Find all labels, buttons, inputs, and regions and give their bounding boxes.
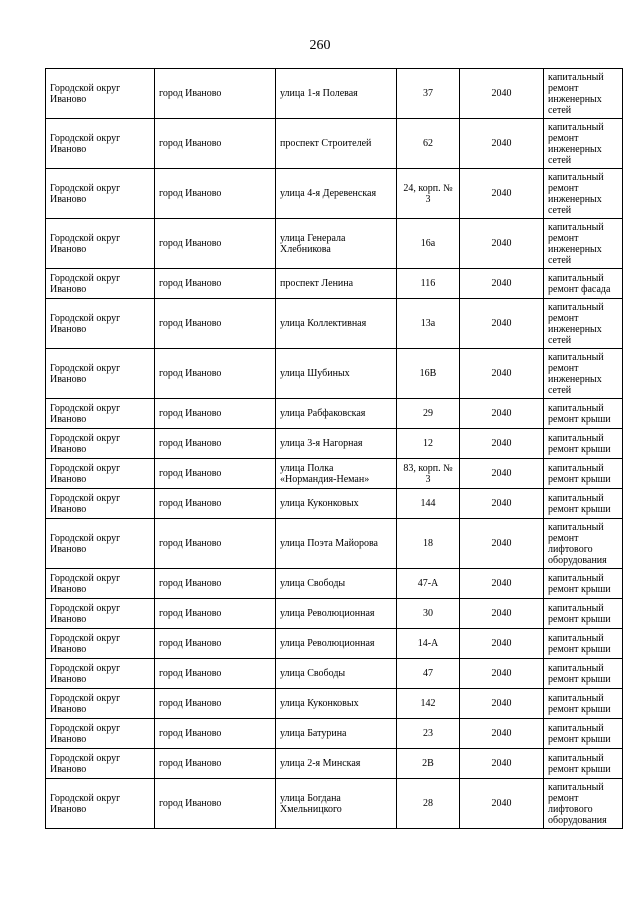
year-cell: 2040 bbox=[460, 169, 544, 219]
table-row bbox=[46, 119, 623, 169]
house-number-cell: 47-А bbox=[397, 569, 460, 599]
city-cell: город Иваново bbox=[155, 599, 276, 629]
street-cell: улица 3-я Нагорная bbox=[276, 429, 397, 459]
city-cell: город Иваново bbox=[155, 629, 276, 659]
street-cell: улица Шубиных bbox=[276, 349, 397, 399]
year-cell: 2040 bbox=[460, 519, 544, 569]
work-type-cell: капитальный ремонт крыши bbox=[544, 749, 623, 779]
city-cell: город Иваново bbox=[155, 299, 276, 349]
table-row bbox=[46, 749, 623, 779]
street-cell: улица Куконковых bbox=[276, 489, 397, 519]
year-cell: 2040 bbox=[460, 349, 544, 399]
year-cell: 2040 bbox=[460, 629, 544, 659]
district-cell: Городской округ Иваново bbox=[46, 629, 155, 659]
city-cell: город Иваново bbox=[155, 169, 276, 219]
street-cell: улица Поэта Майорова bbox=[276, 519, 397, 569]
year-cell: 2040 bbox=[460, 489, 544, 519]
work-type-cell: капитальный ремонт инженерных сетей bbox=[544, 219, 623, 269]
table-row bbox=[46, 569, 623, 599]
year-cell: 2040 bbox=[460, 399, 544, 429]
city-cell: город Иваново bbox=[155, 749, 276, 779]
year-cell: 2040 bbox=[460, 269, 544, 299]
district-cell: Городской округ Иваново bbox=[46, 569, 155, 599]
city-cell: город Иваново bbox=[155, 119, 276, 169]
district-cell: Городской округ Иваново bbox=[46, 69, 155, 119]
street-cell: улица Генерала Хлебникова bbox=[276, 219, 397, 269]
year-cell: 2040 bbox=[460, 429, 544, 459]
city-cell: город Иваново bbox=[155, 659, 276, 689]
house-number-cell: 30 bbox=[397, 599, 460, 629]
district-cell: Городской округ Иваново bbox=[46, 399, 155, 429]
table-row bbox=[46, 459, 623, 489]
year-cell: 2040 bbox=[460, 749, 544, 779]
street-cell: проспект Строителей bbox=[276, 119, 397, 169]
city-cell: город Иваново bbox=[155, 519, 276, 569]
district-cell: Городской округ Иваново bbox=[46, 659, 155, 689]
district-cell: Городской округ Иваново bbox=[46, 749, 155, 779]
house-number-cell: 14-А bbox=[397, 629, 460, 659]
table-row bbox=[46, 399, 623, 429]
work-type-cell: капитальный ремонт крыши bbox=[544, 459, 623, 489]
district-cell: Городской округ Иваново bbox=[46, 599, 155, 629]
year-cell: 2040 bbox=[460, 689, 544, 719]
city-cell: город Иваново bbox=[155, 459, 276, 489]
house-number-cell: 18 bbox=[397, 519, 460, 569]
year-cell: 2040 bbox=[460, 119, 544, 169]
table-row bbox=[46, 269, 623, 299]
page-number: 260 bbox=[309, 38, 331, 53]
city-cell: город Иваново bbox=[155, 399, 276, 429]
year-cell: 2040 bbox=[460, 459, 544, 489]
table-row bbox=[46, 599, 623, 629]
work-type-cell: капитальный ремонт крыши bbox=[544, 719, 623, 749]
street-cell: улица 2-я Минская bbox=[276, 749, 397, 779]
street-cell: улица Богдана Хмельницкого bbox=[276, 779, 397, 829]
house-number-cell: 37 bbox=[397, 69, 460, 119]
table-body bbox=[46, 69, 623, 829]
street-cell: улица Батурина bbox=[276, 719, 397, 749]
city-cell: город Иваново bbox=[155, 219, 276, 269]
city-cell: город Иваново bbox=[155, 69, 276, 119]
table-row bbox=[46, 689, 623, 719]
table-row bbox=[46, 779, 623, 829]
city-cell: город Иваново bbox=[155, 779, 276, 829]
work-type-cell: капитальный ремонт инженерных сетей bbox=[544, 169, 623, 219]
city-cell: город Иваново bbox=[155, 489, 276, 519]
table-row bbox=[46, 349, 623, 399]
street-cell: улица 4-я Деревенская bbox=[276, 169, 397, 219]
table-row bbox=[46, 429, 623, 459]
house-number-cell: 28 bbox=[397, 779, 460, 829]
city-cell: город Иваново bbox=[155, 719, 276, 749]
work-type-cell: капитальный ремонт инженерных сетей bbox=[544, 349, 623, 399]
city-cell: город Иваново bbox=[155, 429, 276, 459]
work-type-cell: капитальный ремонт крыши bbox=[544, 629, 623, 659]
district-cell: Городской округ Иваново bbox=[46, 219, 155, 269]
house-number-cell: 47 bbox=[397, 659, 460, 689]
district-cell: Городской округ Иваново bbox=[46, 689, 155, 719]
city-cell: город Иваново bbox=[155, 689, 276, 719]
street-cell: улица Куконковых bbox=[276, 689, 397, 719]
house-number-cell: 142 bbox=[397, 689, 460, 719]
district-cell: Городской округ Иваново bbox=[46, 719, 155, 749]
district-cell: Городской округ Иваново bbox=[46, 299, 155, 349]
table-row bbox=[46, 299, 623, 349]
table-row bbox=[46, 629, 623, 659]
table-row bbox=[46, 169, 623, 219]
street-cell: улица Свободы bbox=[276, 659, 397, 689]
work-type-cell: капитальный ремонт инженерных сетей bbox=[544, 69, 623, 119]
district-cell: Городской округ Иваново bbox=[46, 269, 155, 299]
year-cell: 2040 bbox=[460, 779, 544, 829]
table-row bbox=[46, 519, 623, 569]
house-number-cell: 23 bbox=[397, 719, 460, 749]
district-cell: Городской округ Иваново bbox=[46, 169, 155, 219]
street-cell: улица Полка «Нормандия-Неман» bbox=[276, 459, 397, 489]
house-number-cell: 144 bbox=[397, 489, 460, 519]
street-cell: улица 1-я Полевая bbox=[276, 69, 397, 119]
table-row bbox=[46, 69, 623, 119]
year-cell: 2040 bbox=[460, 69, 544, 119]
house-number-cell: 83, корп. № 3 bbox=[397, 459, 460, 489]
work-type-cell: капитальный ремонт инженерных сетей bbox=[544, 299, 623, 349]
district-cell: Городской округ Иваново bbox=[46, 779, 155, 829]
house-number-cell: 116 bbox=[397, 269, 460, 299]
street-cell: улица Свободы bbox=[276, 569, 397, 599]
work-type-cell: капитальный ремонт крыши bbox=[544, 429, 623, 459]
housing-repair-table bbox=[45, 68, 623, 829]
house-number-cell: 2В bbox=[397, 749, 460, 779]
work-type-cell: капитальный ремонт крыши bbox=[544, 659, 623, 689]
district-cell: Городской округ Иваново bbox=[46, 429, 155, 459]
year-cell: 2040 bbox=[460, 219, 544, 269]
street-cell: улица Рабфаковская bbox=[276, 399, 397, 429]
city-cell: город Иваново bbox=[155, 349, 276, 399]
house-number-cell: 24, корп. № 3 bbox=[397, 169, 460, 219]
work-type-cell: капитальный ремонт крыши bbox=[544, 569, 623, 599]
street-cell: улица Революционная bbox=[276, 599, 397, 629]
table-row bbox=[46, 659, 623, 689]
house-number-cell: 16а bbox=[397, 219, 460, 269]
house-number-cell: 16В bbox=[397, 349, 460, 399]
table-row bbox=[46, 219, 623, 269]
house-number-cell: 12 bbox=[397, 429, 460, 459]
district-cell: Городской округ Иваново bbox=[46, 349, 155, 399]
year-cell: 2040 bbox=[460, 719, 544, 749]
district-cell: Городской округ Иваново bbox=[46, 459, 155, 489]
work-type-cell: капитальный ремонт крыши bbox=[544, 689, 623, 719]
year-cell: 2040 bbox=[460, 299, 544, 349]
city-cell: город Иваново bbox=[155, 269, 276, 299]
district-cell: Городской округ Иваново bbox=[46, 119, 155, 169]
work-type-cell: капитальный ремонт крыши bbox=[544, 599, 623, 629]
street-cell: улица Революционная bbox=[276, 629, 397, 659]
work-type-cell: капитальный ремонт лифтового оборудования bbox=[544, 779, 623, 829]
district-cell: Городской округ Иваново bbox=[46, 489, 155, 519]
city-cell: город Иваново bbox=[155, 569, 276, 599]
year-cell: 2040 bbox=[460, 659, 544, 689]
work-type-cell: капитальный ремонт крыши bbox=[544, 399, 623, 429]
year-cell: 2040 bbox=[460, 569, 544, 599]
house-number-cell: 13а bbox=[397, 299, 460, 349]
year-cell: 2040 bbox=[460, 599, 544, 629]
street-cell: улица Коллективная bbox=[276, 299, 397, 349]
table-row bbox=[46, 489, 623, 519]
work-type-cell: капитальный ремонт крыши bbox=[544, 489, 623, 519]
house-number-cell: 29 bbox=[397, 399, 460, 429]
work-type-cell: капитальный ремонт инженерных сетей bbox=[544, 119, 623, 169]
table-row bbox=[46, 719, 623, 749]
house-number-cell: 62 bbox=[397, 119, 460, 169]
street-cell: проспект Ленина bbox=[276, 269, 397, 299]
district-cell: Городской округ Иваново bbox=[46, 519, 155, 569]
work-type-cell: капитальный ремонт фасада bbox=[544, 269, 623, 299]
work-type-cell: капитальный ремонт лифтового оборудования bbox=[544, 519, 623, 569]
